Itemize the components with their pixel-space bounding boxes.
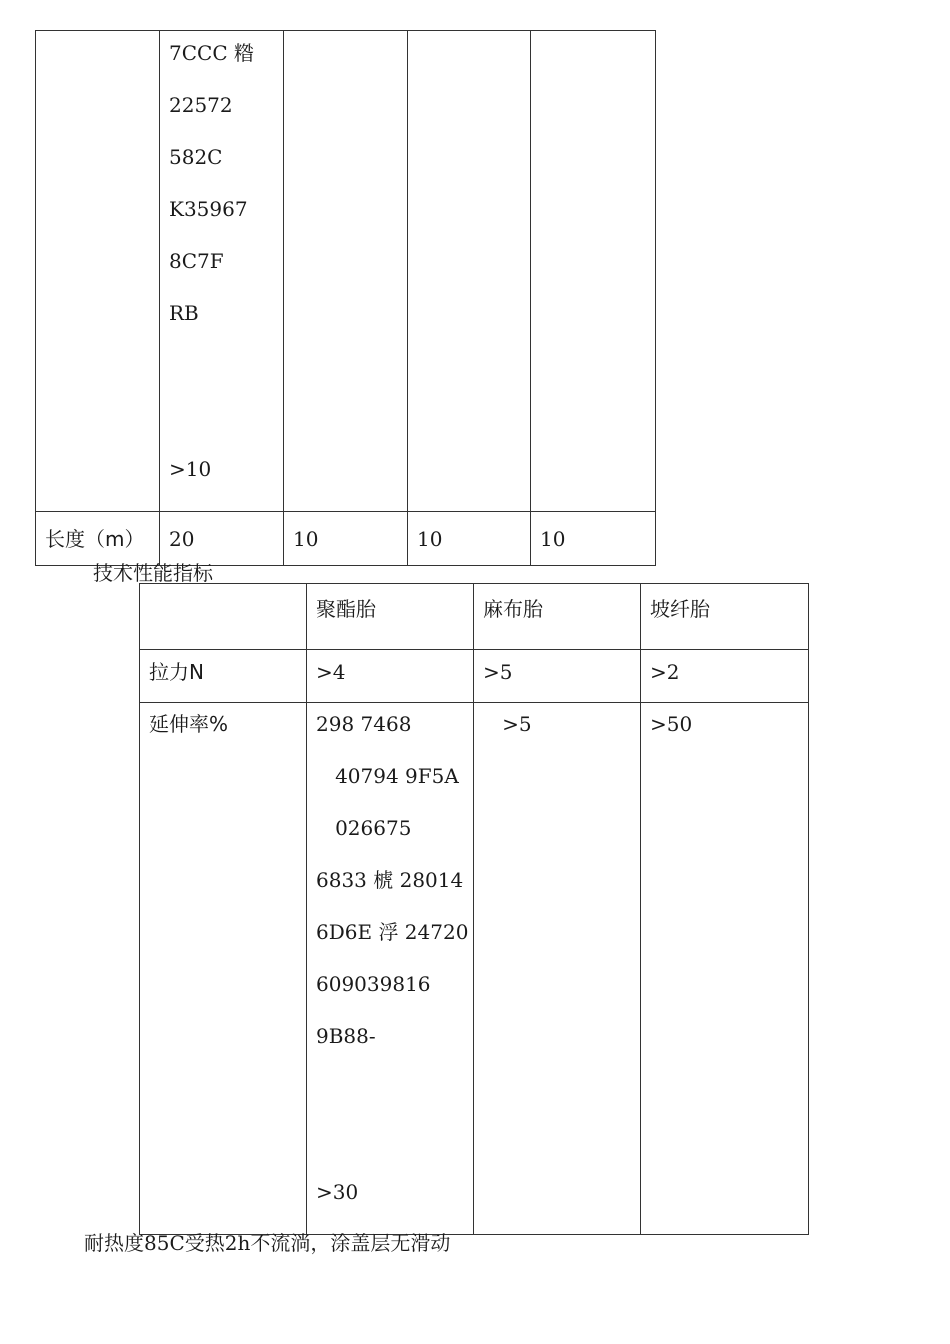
table-cell-label — [140, 703, 307, 1235]
row-label: 长度（m） — [45, 527, 145, 551]
code-line: >30 — [316, 1180, 359, 1204]
cell-value: 10 — [417, 527, 443, 551]
table-cell — [284, 31, 408, 512]
table-cell — [408, 31, 531, 512]
code-line — [316, 1130, 473, 1182]
code-line: 609039816 — [316, 972, 431, 996]
table-row-length — [36, 512, 656, 566]
cell-value: 10 — [540, 527, 566, 551]
code-line: 298 7468 — [316, 712, 412, 736]
table-cell — [474, 650, 641, 703]
cell-value: >5 — [483, 660, 513, 684]
row-label-text: 延伸率% — [149, 712, 229, 736]
cell-value: >2 — [650, 660, 680, 684]
code-line — [169, 407, 283, 459]
table-cell-label — [140, 650, 307, 703]
cell-value: 10 — [293, 527, 319, 551]
footer-note: 耐热度85C受热2h不流淌，涂盖层无滑动 — [84, 1231, 451, 1255]
code-line — [169, 355, 283, 407]
table-header-cell — [307, 584, 474, 650]
code-line: 7CCC 糌 — [169, 41, 254, 65]
table-cell — [160, 31, 284, 512]
code-line: 8C7F — [169, 249, 224, 273]
table-cell — [531, 512, 656, 566]
cell-value: >4 — [316, 660, 346, 684]
table-cell — [531, 31, 656, 512]
table-header-cell — [140, 584, 307, 650]
code-lines — [160, 31, 283, 511]
code-line: >10 — [169, 457, 212, 481]
cell-value: 20 — [169, 527, 195, 551]
table-row — [36, 31, 656, 512]
code-line — [316, 1078, 473, 1130]
code-line: 6D6E 浮 24720 — [316, 920, 469, 944]
code-line: 40794 9F5A — [316, 764, 459, 788]
code-line: RB — [169, 301, 199, 325]
code-line: K35967 — [169, 197, 248, 221]
table-header-cell — [641, 584, 809, 650]
table-cell — [160, 512, 284, 566]
cell-value: >50 — [650, 712, 693, 736]
code-lines — [307, 703, 473, 1234]
row-label: 拉力N — [149, 660, 204, 684]
table-header-cell — [474, 584, 641, 650]
table-row-tensile — [140, 650, 809, 703]
table-cell — [307, 703, 474, 1235]
cell-value-wrap — [641, 703, 808, 766]
table-cell — [641, 703, 809, 1235]
row-label — [140, 703, 306, 766]
cell-value: >5 — [483, 712, 532, 736]
header-label: 坡纤胎 — [650, 597, 710, 621]
table-header-row — [140, 584, 809, 650]
table-cell — [474, 703, 641, 1235]
table-cell — [641, 650, 809, 703]
code-line: 9B88- — [316, 1024, 376, 1048]
table-cell-label — [36, 512, 160, 566]
table-cell — [307, 650, 474, 703]
header-label: 聚酯胎 — [316, 597, 376, 621]
table-cell — [36, 31, 160, 512]
table-cell — [408, 512, 531, 566]
header-label: 麻布胎 — [483, 597, 543, 621]
section-caption: 技术性能指标 — [93, 561, 213, 585]
table-row-elongation — [140, 703, 809, 1235]
table-product-specs — [35, 30, 656, 566]
header-label — [140, 584, 306, 599]
code-line: 6833 椃 28014 — [316, 868, 464, 892]
table-cell — [284, 512, 408, 566]
cell-value-wrap — [474, 703, 640, 766]
code-line: 026675 — [316, 816, 412, 840]
table-technical-performance — [139, 583, 809, 1235]
code-line: 22572 — [169, 93, 233, 117]
code-line: 582C — [169, 145, 223, 169]
